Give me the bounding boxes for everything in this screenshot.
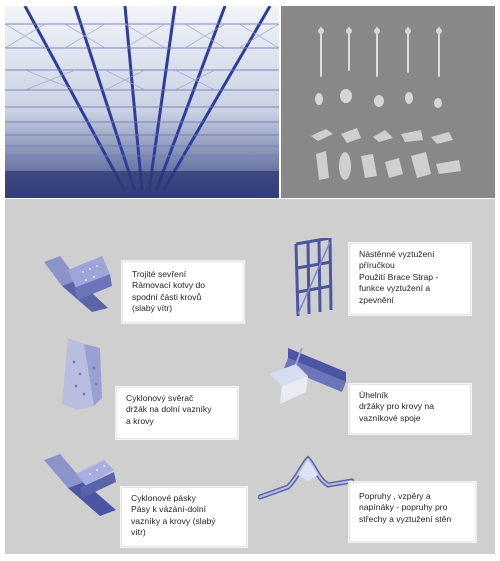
item-line: příručkou: [359, 260, 395, 271]
item-line: vazníkové spoje: [359, 412, 421, 423]
cyclone-clamp-icon: [58, 338, 108, 410]
strap-brace-tensioner-icon: [258, 455, 354, 505]
triple-clip-connector-icon: [38, 252, 118, 312]
angle-bracket-icon: [266, 348, 350, 408]
hardware-catalog-photo: [281, 6, 495, 198]
product-card: [349, 384, 471, 434]
item-line: (slabý vítr): [132, 303, 173, 314]
item-line: Nástěnné vyztužení: [359, 249, 435, 259]
item-line: a krovy: [126, 415, 154, 426]
item-line: Cyklonový svěrač: [126, 393, 194, 403]
item-line: spodní části krovů: [132, 291, 202, 302]
cyclone-strap-icon: [40, 452, 124, 518]
item-line: zpevnění: [359, 294, 394, 305]
item-line: funkce vyztužení a: [359, 283, 431, 294]
product-card: [122, 261, 244, 323]
product-card: [116, 387, 238, 439]
item-line: střechy a vyztužení stěn: [359, 513, 452, 524]
item-line: Pásy k vázání-dolní: [131, 504, 206, 515]
item-line: vítr): [131, 527, 146, 538]
brace-strap-wall-icon: [288, 238, 338, 318]
item-line: Rámovací kotvy do: [132, 280, 206, 291]
item-line: držák na dolní vazníky: [126, 404, 212, 415]
item-line: Popruhy , vzpěry a: [359, 491, 431, 501]
product-card: [349, 482, 476, 542]
item-line: Použití Brace Strap -: [359, 271, 439, 282]
item-line: Cyklonové pásky: [131, 493, 196, 503]
product-card: [121, 487, 247, 547]
item-line: držáky pro krovy na: [359, 401, 434, 412]
item-line: vazníky a krovy (slabý: [131, 515, 216, 526]
item-line: Úhelník: [359, 390, 389, 400]
item-line: Trojité sevření: [132, 269, 187, 279]
product-card: [349, 243, 471, 315]
item-line: napínáky - popruhy pro: [359, 502, 448, 513]
roof-truss-photo: [5, 6, 279, 198]
